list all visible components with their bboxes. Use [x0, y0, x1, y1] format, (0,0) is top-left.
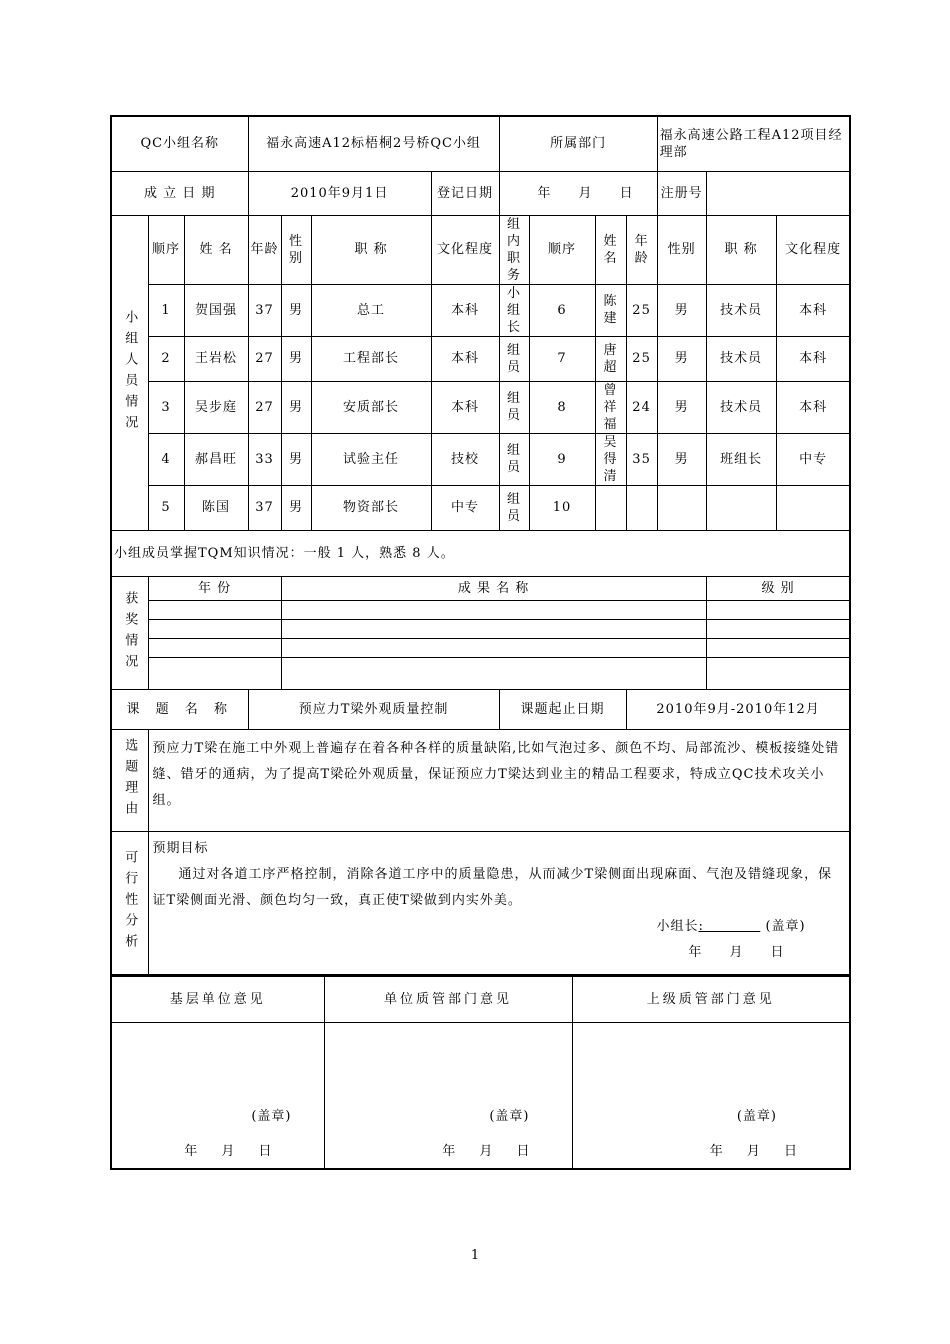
regno-label: 注册号: [657, 171, 706, 215]
member-no: 10: [529, 485, 595, 530]
member-age: 37: [248, 485, 281, 530]
member-edu: 本科: [431, 284, 499, 336]
feasibility-content: [148, 831, 850, 975]
member-role: 组员: [499, 433, 529, 485]
topic-name: 预应力T梁外观质量控制: [248, 689, 499, 729]
member-age: 25: [626, 284, 657, 336]
member-name: [595, 485, 626, 530]
member-name: 郝昌旺: [184, 433, 248, 485]
member-edu: 中专: [776, 433, 850, 485]
member-age: 25: [626, 336, 657, 381]
col-name: 姓 名: [184, 215, 248, 284]
regno-value: [706, 171, 850, 215]
member-name: 曾祥福: [595, 381, 626, 433]
leader-label: 小组长: [656, 918, 699, 934]
dept-value: 福永高速公路工程A12项目经理部: [657, 116, 850, 171]
member-age: [626, 485, 657, 530]
member-no: 1: [148, 284, 184, 336]
member-title: 工程部长: [311, 336, 431, 381]
member-no: 3: [148, 381, 184, 433]
member-age: 35: [626, 433, 657, 485]
reason-label: 选题理由: [111, 729, 148, 831]
date-text: 年 月 日: [709, 1144, 807, 1159]
date-text: 年 月 日: [184, 1144, 282, 1159]
member-name: 陈建: [595, 284, 626, 336]
member-sex: 男: [281, 284, 311, 336]
group-name-label: QC小组名称: [111, 116, 248, 171]
member-title: 总工: [311, 284, 431, 336]
member-no: 2: [148, 336, 184, 381]
member-no: 8: [529, 381, 595, 433]
member-edu: [776, 485, 850, 530]
col-title: 职 称: [311, 215, 431, 284]
col-role: 组内职务: [499, 215, 529, 284]
col-no: 顺序: [148, 215, 184, 284]
reg-date-value: 年 月 日: [499, 171, 657, 215]
col-name: 姓 名: [595, 215, 626, 284]
table-row: [111, 600, 850, 619]
reason-text: 预应力T梁在施工中外观上普遍存在着各种各样的质量缺陷,比如气泡过多、颜色不均、局部流沙、模板接缝处错缝、错牙的通病，为了提高T梁砼外观质量，保证预应力T梁达到业主的精品工程要求，特成立QC技术攻关小组。: [148, 729, 850, 831]
tqm-knowledge: 小组成员掌握TQM知识情况：一般 1 人，熟悉 8 人。: [111, 530, 850, 576]
topic-period-label: 课题起止日期: [499, 689, 626, 729]
member-age: 33: [248, 433, 281, 485]
member-sex: 男: [657, 336, 706, 381]
member-sex: 男: [281, 433, 311, 485]
award-col-result: 成 果 名 称: [281, 576, 706, 600]
member-no: 4: [148, 433, 184, 485]
feasibility-label: 可行性分析: [111, 831, 148, 975]
member-title: 技术员: [706, 381, 776, 433]
member-title: 班组长: [706, 433, 776, 485]
col-age: 年龄: [626, 215, 657, 284]
member-sex: 男: [281, 336, 311, 381]
member-edu: 技校: [431, 433, 499, 485]
member-no: 5: [148, 485, 184, 530]
award-col-level: 级 别: [706, 576, 850, 600]
qc-registration-table: [110, 115, 851, 976]
member-role: 小组长: [499, 284, 529, 336]
members-section-label: 小组人员情况: [111, 215, 148, 530]
table-row: [111, 619, 850, 638]
member-sex: 男: [657, 381, 706, 433]
member-role: 组员: [499, 381, 529, 433]
opinion-col-quality: 单位质管部门意见: [324, 977, 572, 1023]
member-edu: 中专: [431, 485, 499, 530]
dept-label: 所属部门: [499, 116, 657, 171]
member-edu: 本科: [431, 336, 499, 381]
table-row: [111, 284, 850, 336]
member-role: 组员: [499, 336, 529, 381]
group-name-value: 福永高速A12标梧桐2号桥QC小组: [248, 116, 499, 171]
date-text: 年 月 日: [442, 1144, 540, 1159]
member-no: 7: [529, 336, 595, 381]
table-row: [111, 485, 850, 530]
topic-label: 课 题 名 称: [111, 689, 248, 729]
member-edu: 本科: [776, 381, 850, 433]
member-name: 王岩松: [184, 336, 248, 381]
member-name: 吴步庭: [184, 381, 248, 433]
table-row: [111, 381, 850, 433]
table-row: [111, 638, 850, 657]
col-edu: 文化程度: [431, 215, 499, 284]
member-sex: 男: [657, 284, 706, 336]
col-edu: 文化程度: [776, 215, 850, 284]
member-title: 技术员: [706, 284, 776, 336]
seal-text: (盖章): [489, 1109, 530, 1124]
member-name: 唐超: [595, 336, 626, 381]
opinion-col-superior: 上级质管部门意见: [572, 977, 850, 1023]
found-date-value: 2010年9月1日: [248, 171, 431, 215]
table-row: [111, 433, 850, 485]
member-sex: [657, 485, 706, 530]
table-row: [111, 657, 850, 689]
member-no: 9: [529, 433, 595, 485]
member-role: 组员: [499, 485, 529, 530]
member-name: 贺国强: [184, 284, 248, 336]
member-title: [706, 485, 776, 530]
found-date-label: 成 立 日 期: [111, 171, 248, 215]
col-sex: 性别: [281, 215, 311, 284]
member-age: 24: [626, 381, 657, 433]
leader-seal: (盖章): [765, 918, 806, 934]
col-sex: 性别: [657, 215, 706, 284]
topic-period: 2010年9月-2010年12月: [626, 689, 850, 729]
member-title: 物资部长: [311, 485, 431, 530]
awards-section-label: 获奖情况: [111, 576, 148, 689]
seal-text: (盖章): [251, 1109, 292, 1124]
member-edu: 本科: [431, 381, 499, 433]
member-name: 陈国: [184, 485, 248, 530]
member-edu: 本科: [776, 284, 850, 336]
opinion-col-base: 基层单位意见: [111, 977, 324, 1023]
opinion-superior-cell: [572, 1023, 850, 1170]
leader-signature: 小组长: (盖章): [656, 918, 806, 934]
seal-text: (盖章): [736, 1109, 777, 1124]
member-title: 试验主任: [311, 433, 431, 485]
member-age: 27: [248, 336, 281, 381]
page-number: 1: [470, 1248, 480, 1263]
table-row: [111, 336, 850, 381]
col-title: 职 称: [706, 215, 776, 284]
member-title: 技术员: [706, 336, 776, 381]
member-age: 27: [248, 381, 281, 433]
member-sex: 男: [657, 433, 706, 485]
reg-date-label: 登记日期: [431, 171, 499, 215]
feasibility-text: 通过对各道工序严格控制，消除各道工序中的质量隐患，从而减少T梁侧面出现麻面、气泡及错缝现象，保证T梁侧面光滑、颜色均匀一致，真正使T梁做到内实外美。: [152, 866, 833, 908]
opinions-table: [110, 976, 851, 1170]
member-name: 吴得清: [595, 433, 626, 485]
member-no: 6: [529, 284, 595, 336]
member-sex: 男: [281, 381, 311, 433]
feasibility-date: 年 月 日: [688, 944, 796, 960]
opinion-base-cell: [111, 1023, 324, 1170]
feasibility-heading: 预期目标: [152, 840, 209, 856]
member-age: 37: [248, 284, 281, 336]
member-edu: 本科: [776, 336, 850, 381]
col-no: 顺序: [529, 215, 595, 284]
member-sex: 男: [281, 485, 311, 530]
member-title: 安质部长: [311, 381, 431, 433]
opinion-quality-cell: [324, 1023, 572, 1170]
col-age: 年龄: [248, 215, 281, 284]
award-col-year: 年 份: [148, 576, 281, 600]
